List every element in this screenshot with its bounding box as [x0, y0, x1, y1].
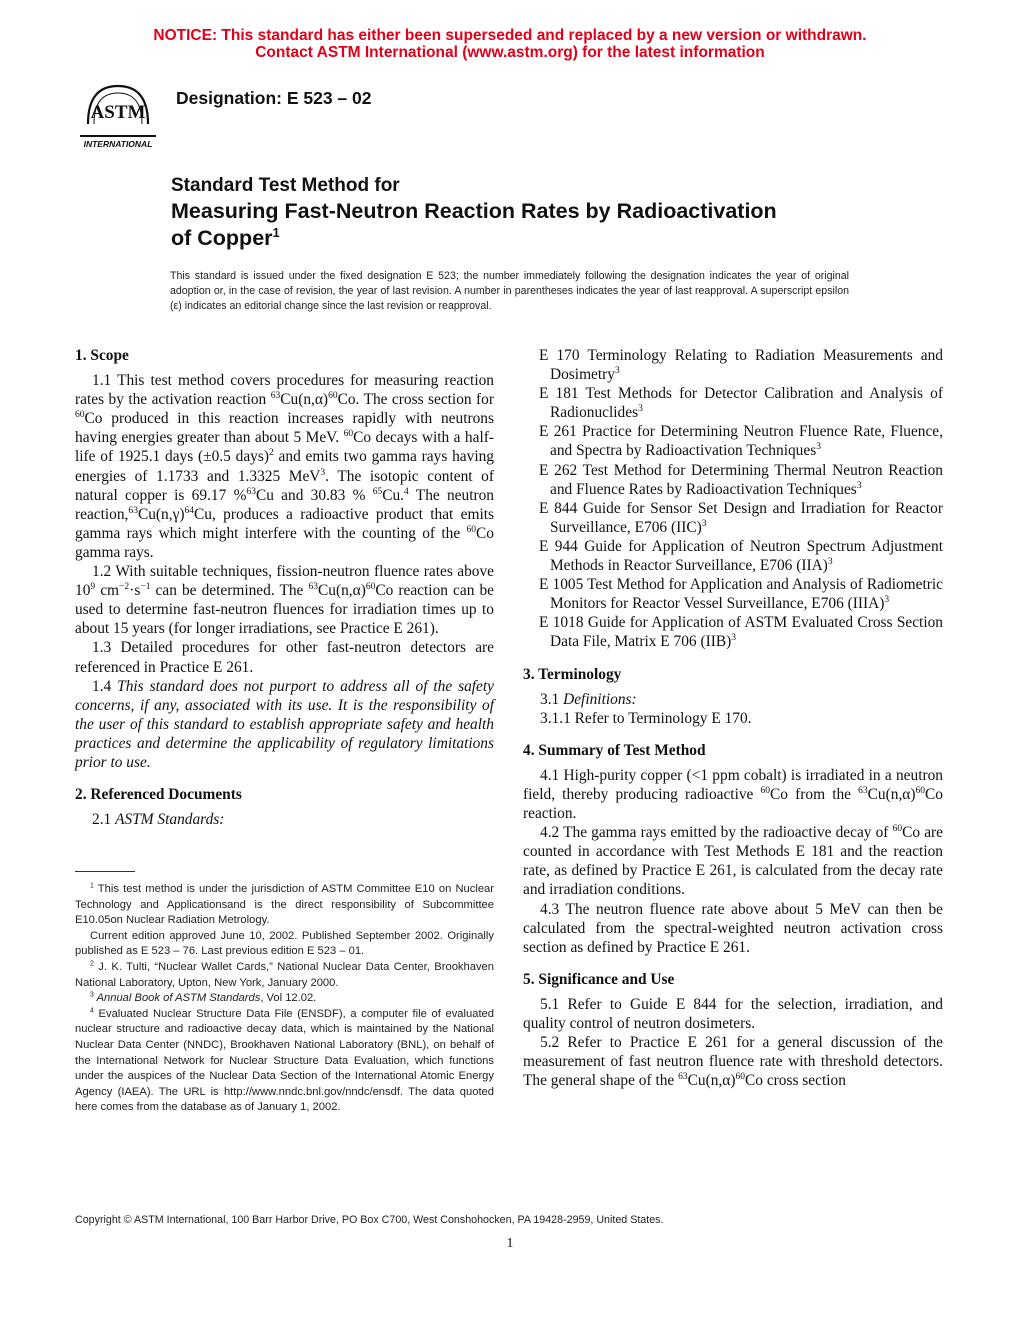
section-heading-referenced-documents: 2. Referenced Documents	[75, 786, 242, 804]
title-line-2: Measuring Fast-Neutron Reaction Rates by Radioactivation	[171, 199, 777, 223]
footnote-divider	[75, 871, 135, 872]
ref-e944[interactable]: E 944 Guide for Application of Neutron Spectrum Adjustment Methods in Reactor Surveillance, E706 (IIA)$^3$	[539, 537, 943, 575]
logo-subtext: INTERNATIONAL	[83, 139, 153, 149]
astm-logo-icon	[76, 80, 160, 152]
ref-e1018[interactable]: E 1018 Guide for Application of ASTM Evaluated Cross Section Data File, Matrix E 706 (IIB)$^3$	[539, 614, 943, 651]
footnotes	[75, 882, 494, 1116]
ref-e261[interactable]: E 261 Practice for Determining Neutron Fluence Rate, Fluence, and Spectra by Radioactivation Techniques$^3$	[539, 423, 943, 460]
ref-e181[interactable]: E 181 Test Methods for Detector Calibration and Analysis of Radionuclides$^3$	[539, 385, 943, 422]
para-1-2: 1.2 With suitable techniques, fission-neutron fluence rates above $10^9$ $cm^{-2}\cdot s^{-1}$ can be determined. The $^{63}Cu(n,\alpha)^{60}Co$ reaction can be used to determine fast-neutron fluences for irradiation times up to about 15 years (for longer irradiations, see Practice E 261).	[75, 563, 494, 638]
ref-e262[interactable]: E 262 Test Method for Determining Thermal Neutron Reaction and Fluence Rates by Radioactivation Techniques$^3$	[539, 461, 943, 498]
para-5-2: 5.2 Refer to Practice E 261 for a general discussion of the measurement of fast neutron fluence rate with threshold detectors. The general shape of the $^{63}Cu(n,\alpha)^{60}Co$ cross section	[523, 1034, 943, 1090]
para-1-4: 1.4 This standard does not purport to address all of the safety concerns, if any, associated with its use. It is the responsibility of the user of this standard to establish appropriate safety and health practices and determine the applicability of regulatory limitations prior to use.	[75, 677, 494, 771]
para-3-1: 3.1 Definitions:	[540, 690, 637, 708]
title-footnote-mark[interactable]: 1	[272, 224, 280, 240]
title-line-1: Standard Test Method for	[171, 175, 400, 196]
section-heading-significance: 5. Significance and Use	[523, 970, 675, 988]
astm-logo-graphic	[76, 80, 160, 152]
copyright: Copyright © ASTM International, 100 Barr Harbor Drive, PO Box C700, West Conshohocken, PA 19428-2959, United States.	[75, 1214, 664, 1226]
footnote-1: $^1$ This test method is under the jurisdiction of ASTM Committee E10 on Nuclear Technology and Applicationsand is the direct responsibility of Subcommittee E10.05on Nuclear Radiation Metrology.	[75, 882, 494, 927]
ref-e170[interactable]: E 170 Terminology Relating to Radiation Measurements and Dosimetry$^3$	[539, 347, 943, 384]
ref-e844[interactable]: E 844 Guide for Sensor Set Design and Irradiation for Reactor Surveillance, E706 (IIC)$^3$	[539, 499, 943, 536]
logo-text: ASTM	[90, 102, 146, 123]
ref-e1005[interactable]: E 1005 Test Method for Application and Analysis of Radiometric Monitors for Reactor Vessel Surveillance, E706 (IIIA)$^3$	[539, 576, 943, 613]
right-column	[523, 346, 943, 1090]
para-4-2: 4.2 The gamma rays emitted by the radioactive decay of $^{60}$Co are counted in accordance with Test Methods E 181 and the reaction rate, as defined by Practice E 261, is calculated from the decay rate and irradiation conditions.	[523, 823, 943, 899]
footnote-2: $^2$ J. K. Tulti, “Nuclear Wallet Cards,” National Nuclear Data Center, Brookhaven National Laboratory, Upton, New York, January 2000.	[75, 960, 494, 989]
title-line-3: of Copper$^1$	[171, 224, 280, 250]
para-1-1: 1.1 This test method covers procedures for measuring reaction rates by the activation reaction $^{63}Cu(n,\alpha)^{60}Co$. The cross section for $^{60}$Co produced in this reaction increases rapidly with neutrons having energies greater than about 5 MeV. $^{60}$Co decays with a half-life of 1925.1 days (±0.5 days)$^2$ and emits two gamma rays having energies of 1.1733 and 1.3325 MeV$^3$. The isotopic content of natural copper is 69.17 %$^{63}$Cu and 30.83 % $^{65}$Cu.$^4$ The neutron $reaction,^{63}Cu(n,\gamma)^{64}Cu$, produces a radioactive product that emits gamma rays which might interfere with the counting of the $^{60}$Co gamma rays.	[75, 372, 495, 561]
para-1-3: 1.3 Detailed procedures for other fast-neutron detectors are referenced in Practice E 261.	[75, 639, 494, 676]
footnote-3: $^3$ Annual Book of ASTM Standards, Vol 12.02.	[90, 991, 317, 1005]
page-number: 1	[506, 1236, 514, 1251]
superseded-notice	[0, 27, 1020, 61]
notice-line-2: Contact ASTM International (www.astm.org) for the latest information	[255, 44, 765, 61]
issuance-note: This standard is issued under the fixed designation E 523; the number immediately following the designation indicates the year of original adoption or, in the case of revision, the year of last revision. A number in parentheses indicates the year of last reapproval. A superscript epsilon (ε) indicates an editorial change since the last revision or reapproval.	[170, 270, 849, 312]
para-3-1-1: 3.1.1 Refer to Terminology E 170.	[540, 709, 752, 727]
para-4-1: 4.1 High-purity copper (<1 ppm cobalt) is irradiated in a neutron field, thereby producing radioactive $^{60}$Co from the $^{63}Cu(n,\alpha)^{60}Co$ reaction.	[523, 766, 943, 823]
para-5-1: 5.1 Refer to Guide E 844 for the selection, irradiation, and quality control of neutron dosimeters.	[523, 995, 943, 1032]
para-4-3: 4.3 The neutron fluence rate above about 5 MeV can then be calculated from the spectral-weighted neutron activation cross section as defined by Practice E 261.	[523, 900, 943, 956]
notice-line-1: NOTICE: This standard has either been superseded and replaced by a new version or withdrawn.	[153, 27, 867, 44]
section-heading-summary: 4. Summary of Test Method	[523, 741, 706, 759]
document-title	[171, 174, 777, 252]
footnote-1-edition: Current edition approved June 10, 2002. Published September 2002. Originally published as E 523 – 76. Last previous edition E 523 – 01.	[75, 929, 494, 958]
section-heading-scope: 1. Scope	[75, 347, 129, 364]
para-2-1: 2.1 ASTM Standards:	[92, 811, 225, 829]
left-column	[75, 346, 494, 829]
footnote-4: $^4$ Evaluated Nuclear Structure Data File (ENSDF), a computer file of evaluated nuclear structure and radioactive decay data, which is maintained by the National Nuclear Data Center (NNDC), Brookhaven National Laboratory (BNL), on behalf of the International Network for Nuclear Structure Data Evaluation, which functions under the auspices of the Nuclear Data Section of the International Atomic Energy Agency (IAEA). The URL is http://www.nndc.bnl.gov/nndc/ensdf. The data quoted here comes from the database as of January 1, 2002.	[75, 1007, 494, 1114]
designation: Designation: E 523 – 02	[176, 88, 372, 108]
section-heading-terminology: 3. Terminology	[523, 665, 622, 683]
